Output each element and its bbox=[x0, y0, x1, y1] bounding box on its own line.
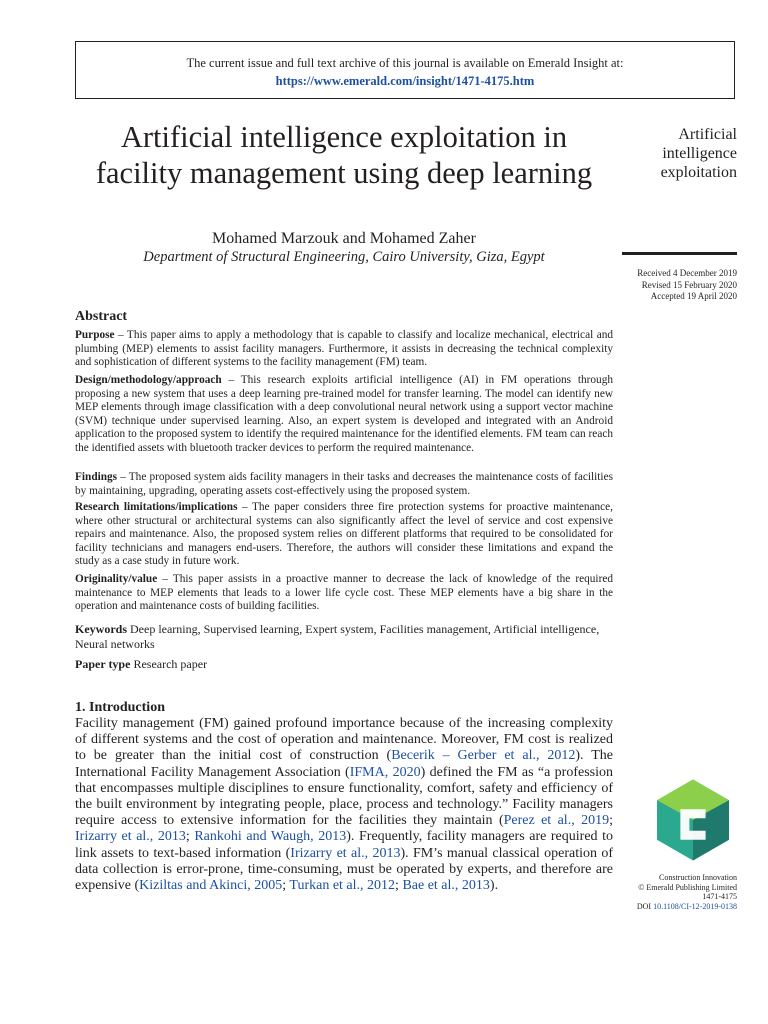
revised-date: Revised 15 February 2020 bbox=[641, 279, 737, 290]
doi-link[interactable]: 10.1108/CI-12-2019-0138 bbox=[653, 901, 737, 911]
citation-separator: ; bbox=[609, 813, 613, 829]
limitations-text: – The paper considers three fire protection systems for proactive maintenance, where other structural or architectural systems can also significantly affect the level of service and cost expensive repairs and maintenance. Also, the proposed system relies on different platforms that required to be consolidated for facility technicians and managers end-users. Therefore, the authors will consider these limitations and expand the study as a case study in future work. bbox=[75, 501, 614, 568]
body-text: ) defined the FM as “a profession that encompasses multiple disciplines to ensure functionality, comfort, safety and efficiency of the built environment by integrating people, place, process and technology.” Facility managers require access to extensive information for the facilities they maintain ( bbox=[75, 764, 613, 829]
paper-type-label: Paper type bbox=[75, 657, 131, 671]
paper-type bbox=[75, 657, 613, 672]
received-date: Received 4 December 2019 bbox=[637, 268, 737, 278]
affiliation: Department of Structural Engineering, Cairo University, Giza, Egypt bbox=[143, 249, 545, 265]
authors bbox=[76, 229, 612, 249]
body-text: ). FM’s manual classical operation of data collection is error-prone, time-consuming, must be operated by experts, and therefore are expensive ( bbox=[75, 845, 613, 894]
keywords-text: Deep learning, Supervised learning, Expert system, Facilities management, Artificial intelligence, Neural networks bbox=[75, 622, 600, 651]
journal-name: Construction Innovation bbox=[659, 873, 737, 882]
abstract-heading: Abstract bbox=[75, 309, 128, 324]
citation-link[interactable]: Kiziltas and Akinci, 2005 bbox=[139, 878, 283, 894]
citation-link[interactable]: Becerik – Gerber et al., 2012 bbox=[391, 748, 576, 764]
sidebar-divider bbox=[622, 252, 737, 255]
author-join: and bbox=[342, 230, 366, 247]
publisher: © Emerald Publishing Limited bbox=[638, 882, 737, 892]
abstract-findings bbox=[75, 471, 613, 498]
citation-separator: ; bbox=[395, 878, 403, 894]
issn: 1471-4175 bbox=[702, 892, 737, 902]
doi-line bbox=[620, 902, 737, 912]
archive-notice-box bbox=[75, 41, 735, 99]
citation-link[interactable]: Bae et al., 2013 bbox=[402, 878, 490, 894]
author-name: Mohamed Marzouk bbox=[212, 230, 339, 247]
journal-info bbox=[620, 873, 737, 911]
body-text: Facility management (FM) gained profound importance because of the increasing complexity of different systems and the cost of operation and maintenance. Moreover, FM cost is realized to be greater than the initial cost of construction ( bbox=[75, 716, 613, 764]
article-title: Artificial intelligence exploitation in facility management using deep learning bbox=[95, 120, 593, 190]
journal-logo-icon bbox=[648, 775, 738, 865]
running-head: Artificial intelligence exploitation bbox=[660, 126, 737, 181]
body-text: ). bbox=[489, 878, 499, 894]
accepted-date: Accepted 19 April 2020 bbox=[650, 291, 737, 301]
originality-label: Originality/value bbox=[75, 573, 158, 585]
citation-separator: ; bbox=[282, 878, 290, 894]
originality-text: – This paper assists in a proactive manner to decrease the lack of knowledge of the required maintenance to MEP elements that leads to a lower life cycle cost. These MEP elements have a big share in the operation and maintenance costs of building facilities. bbox=[75, 573, 613, 613]
purpose-text: – This paper aims to apply a methodology that is capable to classify and localize mechanical, electrical and plumbing (MEP) elements to assist facility managers. Furthermore, it assists in decreasing the technical complexity and sophistication of different systems to the facility management (FM) team. bbox=[75, 329, 613, 369]
abstract-design bbox=[75, 374, 613, 456]
citation-link[interactable]: Turkan et al., 2012 bbox=[289, 878, 396, 894]
doi-label: DOI bbox=[636, 901, 652, 911]
keywords bbox=[75, 622, 613, 652]
introduction-paragraph bbox=[75, 716, 613, 894]
archive-url-link[interactable]: https://www.emerald.com/insight/1471-4175.htm bbox=[275, 74, 535, 88]
citation-link[interactable]: Rankohi and Waugh, 2013 bbox=[194, 829, 347, 845]
citation-link[interactable]: Perez et al., 2019 bbox=[503, 813, 610, 829]
design-label: Design/methodology/approach bbox=[75, 374, 222, 386]
abstract-purpose bbox=[75, 329, 613, 370]
paper-type-text: Research paper bbox=[130, 657, 208, 671]
section-heading: 1. Introduction bbox=[75, 700, 165, 715]
limitations-label: Research limitations/implications bbox=[75, 501, 238, 513]
design-text: – This research exploits artificial intelligence (AI) in FM operations through proposing a new system that uses a deep learning pre-trained model for transfer learning. The model can identify new MEP elements through image classification with a deep convolutional neural network using a support vector machine (SVM) technique under supervised learning. Also, an expert system is developed and integrated with an Android application to the proposed system to identify the required maintenance for the identified elements. FM team can reach the identified assets with bluetooth tracker devices to perform the required maintenance. bbox=[75, 374, 613, 454]
abstract-limitations bbox=[75, 501, 613, 569]
citation-link[interactable]: IFMA, 2020 bbox=[349, 764, 421, 780]
article-dates bbox=[610, 268, 737, 303]
purpose-label: Purpose bbox=[75, 329, 115, 341]
findings-text: – The proposed system aids facility managers in their tasks and decreases the maintenance costs of facilities by maintaining, upgrading, operating assets cost-effectively using the proposed system. bbox=[75, 471, 613, 497]
citation-separator: ; bbox=[185, 829, 195, 845]
body-text: ). Frequently, facility managers are required to link assets to text-based information ( bbox=[75, 829, 613, 861]
findings-label: Findings bbox=[75, 471, 118, 483]
author-name: Mohamed Zaher bbox=[369, 230, 476, 247]
abstract-originality bbox=[75, 573, 613, 614]
keywords-label: Keywords bbox=[75, 622, 127, 636]
body-text: ). The International Facility Management Association ( bbox=[75, 748, 613, 780]
citation-link[interactable]: Irizarry et al., 2013 bbox=[290, 845, 401, 861]
archive-note: The current issue and full text archive of this journal is available on Emerald Insight at: bbox=[186, 56, 624, 70]
citation-link[interactable]: Irizarry et al., 2013 bbox=[75, 829, 186, 845]
